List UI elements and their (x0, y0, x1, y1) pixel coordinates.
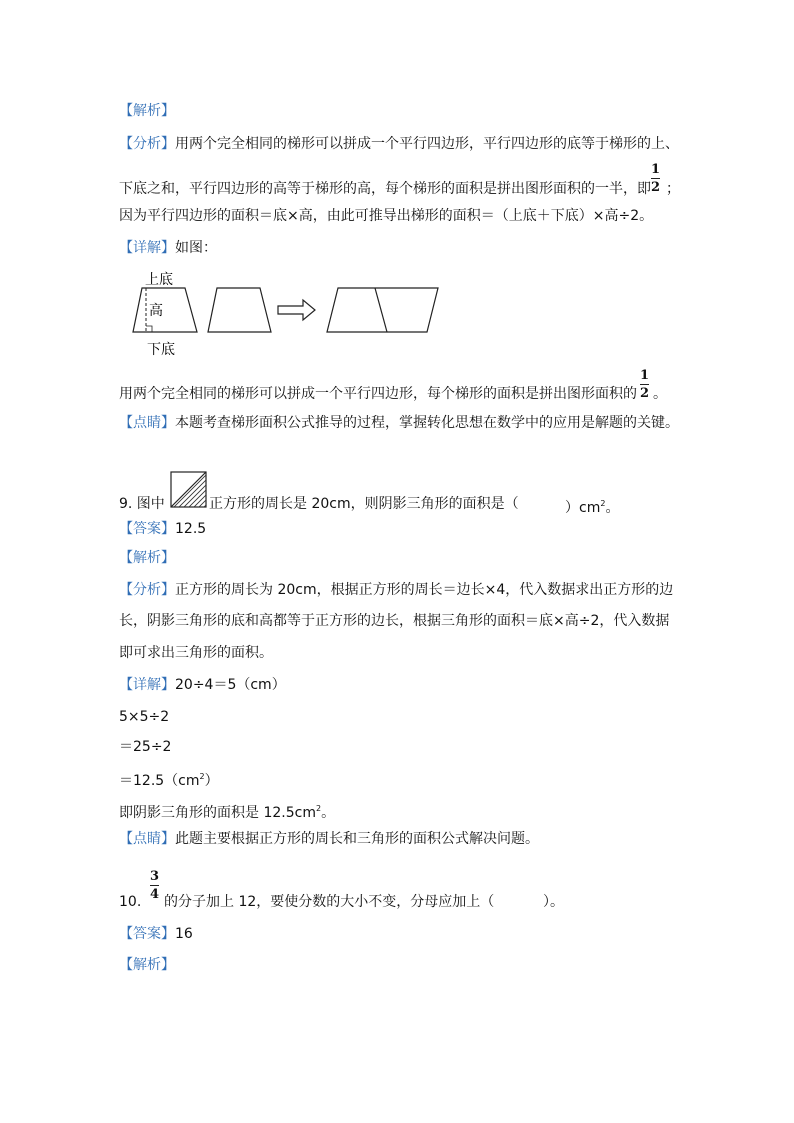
fraction-numerator: 3 (150, 869, 160, 884)
q9-fenxi-line-2: 长，阴影三角形的底和高都等于正方形的边长，根据三角形的面积＝底×高÷2，代入数据 (119, 613, 670, 629)
fraction-one-half-2 (640, 369, 649, 400)
arrow-icon (278, 300, 315, 320)
analysis-line-1 (119, 134, 679, 154)
analysis-tag: 【解析】 (119, 103, 175, 119)
xiangjie-tag: 【详解】 (119, 677, 175, 693)
parallelogram-split-line (375, 288, 387, 332)
xiangjie-text: 如图： (175, 240, 217, 256)
dianjing-text: 此题主要根据正方形的周长和三角形的面积公式解决问题。 (175, 831, 539, 847)
q9-number: 9. 图中 (119, 496, 165, 512)
fraction-bar (651, 178, 660, 179)
q9-conclusion (119, 799, 335, 823)
q9-step-4 (119, 767, 219, 791)
fraction-denominator: 4 (150, 887, 160, 902)
q10-text: 的分子加上 12，要使分数的大小不变，分母应加上（ (164, 894, 495, 910)
q10-answer-line (119, 924, 193, 944)
q9-step-2: 5×5÷2 (119, 709, 170, 725)
answer-tag: 【答案】 (119, 926, 175, 942)
fenxi-text: 用两个完全相同的梯形可以拼成一个平行四边形，平行四边形的底等于梯形的上、 (175, 136, 679, 152)
answer-tag: 【答案】 (119, 521, 175, 537)
label-height: 高 (149, 303, 163, 319)
analysis-line-2-end: ； (666, 181, 680, 197)
fenxi-text: 正方形的周长为 20cm，根据正方形的周长＝边长×4，代入数据求出正方形的边 (175, 582, 674, 598)
label-top-base: 上底 (145, 272, 173, 288)
detail-line (119, 238, 217, 258)
q9-answer-line (119, 519, 206, 539)
dianjing-text: 本题考查梯形面积公式推导的过程，掌握转化思想在数学中的应用是解题的关键。 (175, 415, 679, 431)
second-trapezoid (208, 288, 271, 332)
fraction-three-quarters (150, 870, 159, 901)
q9-conclusion-text: 即阴影三角形的面积是 12.5cm (119, 805, 316, 821)
q9-step-4-text: ＝12.5（cm (119, 773, 200, 789)
xiangjie-tag: 【详解】 (119, 240, 175, 256)
q9-conclusion-sup: 2 (315, 804, 322, 813)
q9-step-4-sup: 2 (199, 772, 205, 781)
analysis-line-3: 因为平行四边形的面积＝底×高，由此可推导出梯形的面积＝（上底＋下底）×高÷2。 (119, 208, 654, 224)
conclusion-end: 。 (653, 386, 667, 402)
q9-step-1: 20÷4＝5（cm） (175, 677, 286, 693)
q9-conclusion-end: 。 (321, 805, 336, 821)
shaded-square-icon (170, 471, 208, 508)
fraction-bar (640, 384, 649, 385)
fraction-numerator: 1 (640, 368, 650, 383)
q9-detail-line (119, 675, 286, 695)
q9-step-4-end: ） (204, 773, 219, 789)
q9-fenxi-line-1 (119, 580, 673, 600)
trapezoid-with-height (133, 288, 197, 332)
q9-step-3: ＝25÷2 (119, 739, 172, 755)
q10-blank-close: ）。 (543, 894, 564, 910)
conclusion-line: 用两个完全相同的梯形可以拼成一个平行四边形，每个梯形的面积是拼出图形面积的 (119, 386, 637, 402)
key-point-line (119, 413, 679, 433)
q9-key-point (119, 829, 539, 849)
dianjing-tag: 【点睛】 (119, 415, 175, 431)
q9-end: 。 (605, 500, 620, 516)
q9-answer: 12.5 (175, 521, 207, 537)
fenxi-tag: 【分析】 (119, 582, 175, 598)
q9-fenxi-line-3: 即可求出三角形的面积。 (119, 645, 273, 661)
fraction-denominator: 2 (640, 386, 650, 401)
q9-unit-sup: 2 (600, 499, 606, 508)
fraction-one-half (651, 163, 660, 194)
q10-analysis-tag: 【解析】 (119, 957, 175, 973)
fenxi-tag: 【分析】 (119, 136, 175, 152)
q9-text: 正方形的周长是 20cm，则阴影三角形的面积是（ (209, 496, 519, 512)
fraction-numerator: 1 (651, 162, 661, 177)
analysis-line-2: 下底之和，平行四边形的高等于梯形的高，每个梯形的面积是拼出图形面积的一半，即 (119, 181, 651, 197)
q10-number: 10. (119, 894, 142, 910)
trapezoid-figure (125, 266, 445, 358)
q9-unit: ）cm (565, 500, 601, 516)
q10-answer: 16 (175, 926, 193, 942)
label-bottom-base: 下底 (147, 342, 175, 358)
fraction-denominator: 2 (651, 180, 661, 195)
parallelogram (327, 288, 438, 332)
fraction-bar (150, 885, 159, 886)
q9-blank-close (565, 494, 619, 518)
right-angle-mark (146, 326, 152, 332)
dianjing-tag: 【点睛】 (119, 831, 175, 847)
q9-analysis-tag: 【解析】 (119, 550, 175, 566)
